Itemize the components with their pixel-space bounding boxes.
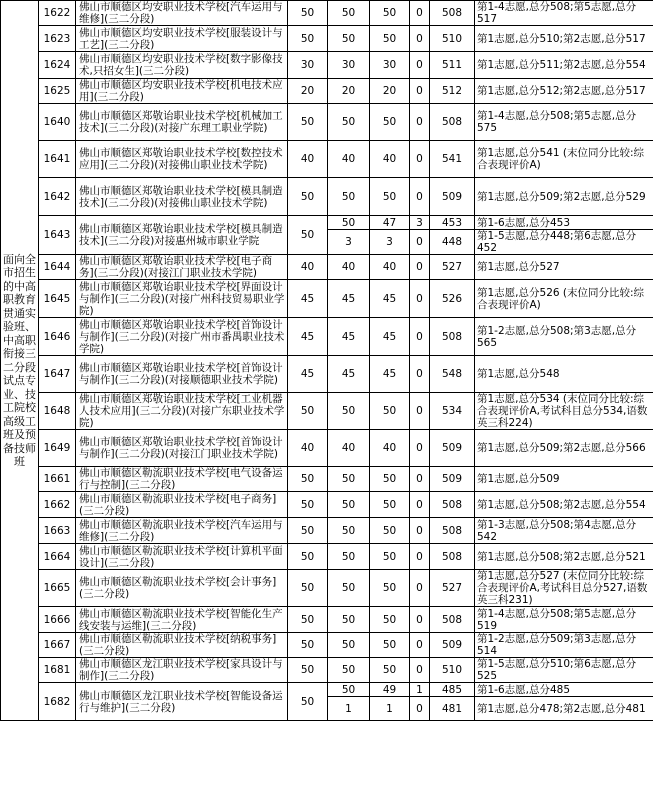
admit-count-cell: 40 [328, 141, 370, 178]
admit-count-cell: 50 [328, 393, 370, 430]
enrolled-cell: 50 [370, 393, 410, 430]
code-cell: 1644 [39, 255, 76, 280]
code-cell: 1643 [39, 216, 76, 255]
code-cell: 1645 [39, 280, 76, 318]
plan-cell: 50 [288, 570, 328, 607]
note-cell: 第1志愿,总分527 [475, 255, 653, 280]
table-row [1, 1, 653, 26]
remain-cell: 0 [410, 79, 430, 104]
enrolled-cell: 45 [370, 318, 410, 356]
admit-count-cell: 20 [328, 79, 370, 104]
school-cell: 佛山市顺德区龙江职业技术学校[家具设计与制作](三二分段) [76, 658, 288, 683]
table-row [1, 430, 653, 467]
score-cell: 481 [430, 697, 475, 721]
enrolled-cell: 40 [370, 141, 410, 178]
score-cell: 548 [430, 356, 475, 393]
enrolled-cell: 50 [370, 26, 410, 52]
remain-cell: 0 [410, 658, 430, 683]
remain-cell: 0 [410, 356, 430, 393]
school-cell: 佛山市顺德区均安职业技术学校[汽车运用与维修](三二分段) [76, 1, 288, 26]
note-cell: 第1志愿,总分509 [475, 467, 653, 492]
note-cell: 第1志愿,总分511;第2志愿,总分554 [475, 52, 653, 79]
remain-cell: 0 [410, 518, 430, 544]
code-cell: 1667 [39, 633, 76, 658]
enrolled-cell: 47 [370, 216, 410, 230]
plan-cell: 50 [288, 467, 328, 492]
code-cell: 1624 [39, 52, 76, 79]
admit-count-cell: 50 [328, 1, 370, 26]
school-cell: 佛山市顺德区龙江职业技术学校[智能设备运行与维护](三二分段) [76, 683, 288, 721]
note-cell: 第1志愿,总分510;第2志愿,总分517 [475, 26, 653, 52]
enrolled-cell: 50 [370, 467, 410, 492]
plan-cell: 50 [288, 1, 328, 26]
note-cell: 第1-5志愿,总分448;第6志愿,总分452 [475, 230, 653, 255]
remain-cell: 0 [410, 393, 430, 430]
plan-cell: 50 [288, 518, 328, 544]
enrolled-cell: 50 [370, 607, 410, 633]
plan-cell: 50 [288, 492, 328, 518]
school-cell: 佛山市顺德区均安职业技术学校[服装设计与工艺](三二分段) [76, 26, 288, 52]
code-cell: 1623 [39, 26, 76, 52]
score-cell: 485 [430, 683, 475, 697]
enrolled-cell: 45 [370, 280, 410, 318]
remain-cell: 0 [410, 430, 430, 467]
table-row [1, 216, 653, 230]
remain-cell: 0 [410, 570, 430, 607]
school-cell: 佛山市顺德区郑敬诒职业技术学校[模具制造技术](三二分段)对接惠州城市职业学院 [76, 216, 288, 255]
plan-cell: 50 [288, 544, 328, 570]
note-cell: 第1志愿,总分541 (末位同分比较:综合表现评价A) [475, 141, 653, 178]
remain-cell: 0 [410, 52, 430, 79]
note-cell: 第1-2志愿,总分509;第3志愿,总分514 [475, 633, 653, 658]
admit-count-cell: 40 [328, 430, 370, 467]
score-cell: 448 [430, 230, 475, 255]
score-cell: 512 [430, 79, 475, 104]
table-row [1, 255, 653, 280]
remain-cell: 0 [410, 697, 430, 721]
score-cell: 509 [430, 430, 475, 467]
note-cell: 第1志愿,总分526 (末位同分比较:综合表现评价A) [475, 280, 653, 318]
score-cell: 508 [430, 518, 475, 544]
plan-cell: 45 [288, 318, 328, 356]
school-cell: 佛山市顺德区郑敬诒职业技术学校[界面设计与制作](三二分段)(对接广州科技贸易职业学院) [76, 280, 288, 318]
plan-cell: 45 [288, 280, 328, 318]
table-row [1, 570, 653, 607]
admit-count-cell: 30 [328, 52, 370, 79]
plan-cell: 40 [288, 255, 328, 280]
note-cell: 第1志愿,总分512;第2志愿,总分517 [475, 79, 653, 104]
plan-cell: 40 [288, 430, 328, 467]
code-cell: 1641 [39, 141, 76, 178]
table-row [1, 518, 653, 544]
score-cell: 534 [430, 393, 475, 430]
enrolled-cell: 40 [370, 255, 410, 280]
score-cell: 509 [430, 178, 475, 216]
plan-cell: 50 [288, 658, 328, 683]
note-cell: 第1-3志愿,总分508;第4志愿,总分542 [475, 518, 653, 544]
table-row [1, 318, 653, 356]
plan-cell: 50 [288, 216, 328, 255]
admit-count-cell: 50 [328, 467, 370, 492]
admit-count-cell: 50 [328, 492, 370, 518]
plan-cell: 40 [288, 141, 328, 178]
admit-count-cell: 45 [328, 280, 370, 318]
enrolled-cell: 50 [370, 178, 410, 216]
remain-cell: 0 [410, 633, 430, 658]
score-cell: 510 [430, 26, 475, 52]
admit-count-cell: 50 [328, 658, 370, 683]
table-row [1, 633, 653, 658]
school-cell: 佛山市顺德区郑敬诒职业技术学校[数控技术应用](三二分段)(对接佛山职业技术学院) [76, 141, 288, 178]
remain-cell: 0 [410, 178, 430, 216]
table-row [1, 280, 653, 318]
plan-cell: 50 [288, 607, 328, 633]
score-cell: 509 [430, 633, 475, 658]
table-row [1, 26, 653, 52]
table-row [1, 393, 653, 430]
note-cell: 第1志愿,总分534 (末位同分比较:综合表现评价A,考试科目总分534,语数英三科224) [475, 393, 653, 430]
score-cell: 508 [430, 318, 475, 356]
code-cell: 1666 [39, 607, 76, 633]
score-cell: 527 [430, 570, 475, 607]
table-row [1, 356, 653, 393]
enrolled-cell: 3 [370, 230, 410, 255]
note-cell: 第1-6志愿,总分453 [475, 216, 653, 230]
plan-cell: 50 [288, 683, 328, 721]
enrolled-cell: 45 [370, 356, 410, 393]
code-cell: 1662 [39, 492, 76, 518]
table-row [1, 104, 653, 141]
table-row [1, 79, 653, 104]
enrolled-cell: 50 [370, 1, 410, 26]
enrolled-cell: 49 [370, 683, 410, 697]
school-cell: 佛山市顺德区郑敬诒职业技术学校[首饰设计与制作](三二分段)(对接广州市番禺职业技术学院) [76, 318, 288, 356]
admit-count-cell: 50 [328, 518, 370, 544]
remain-cell: 0 [410, 544, 430, 570]
score-cell: 526 [430, 280, 475, 318]
code-cell: 1646 [39, 318, 76, 356]
note-cell: 第1志愿,总分508;第2志愿,总分521 [475, 544, 653, 570]
score-cell: 508 [430, 104, 475, 141]
note-cell: 第1-5志愿,总分510;第6志愿,总分525 [475, 658, 653, 683]
school-cell: 佛山市顺德区郑敬诒职业技术学校[首饰设计与制作](三二分段)(对接顺德职业技术学院) [76, 356, 288, 393]
score-cell: 508 [430, 607, 475, 633]
remain-cell: 0 [410, 318, 430, 356]
school-cell: 佛山市顺德区勒流职业技术学校[电子商务](三二分段) [76, 492, 288, 518]
remain-cell: 0 [410, 1, 430, 26]
remain-cell: 0 [410, 230, 430, 255]
school-cell: 佛山市顺德区均安职业技术学校[数字影像技术,只招女生](三二分段) [76, 52, 288, 79]
school-cell: 佛山市顺德区勒流职业技术学校[纳税事务](三二分段) [76, 633, 288, 658]
code-cell: 1622 [39, 1, 76, 26]
enrolled-cell: 50 [370, 633, 410, 658]
score-cell: 541 [430, 141, 475, 178]
plan-cell: 50 [288, 178, 328, 216]
enrolled-cell: 1 [370, 697, 410, 721]
school-cell: 佛山市顺德区勒流职业技术学校[计算机平面设计](三二分段) [76, 544, 288, 570]
school-cell: 佛山市顺德区勒流职业技术学校[智能化生产线安装与运维](三二分段) [76, 607, 288, 633]
score-cell: 527 [430, 255, 475, 280]
school-cell: 佛山市顺德区郑敬诒职业技术学校[机械加工技术](三二分段)(对接广东理工职业学院) [76, 104, 288, 141]
note-cell: 第1-2志愿,总分508;第3志愿,总分565 [475, 318, 653, 356]
note-cell: 第1-4志愿,总分508;第5志愿,总分575 [475, 104, 653, 141]
code-cell: 1642 [39, 178, 76, 216]
code-cell: 1625 [39, 79, 76, 104]
admit-count-cell: 50 [328, 544, 370, 570]
table-row [1, 544, 653, 570]
admit-count-cell: 45 [328, 318, 370, 356]
note-cell: 第1志愿,总分548 [475, 356, 653, 393]
note-cell: 第1-4志愿,总分508;第5志愿,总分517 [475, 1, 653, 26]
note-cell: 第1志愿,总分527 (末位同分比较:综合表现评价A,考试科目总分527,语数英三科231) [475, 570, 653, 607]
admit-count-cell: 50 [328, 26, 370, 52]
enrolled-cell: 50 [370, 658, 410, 683]
table-row [1, 52, 653, 79]
table-row [1, 178, 653, 216]
score-cell: 511 [430, 52, 475, 79]
enrolled-cell: 50 [370, 104, 410, 141]
admit-count-cell: 1 [328, 697, 370, 721]
table-row [1, 141, 653, 178]
table-row [1, 607, 653, 633]
score-cell: 510 [430, 658, 475, 683]
table-row [1, 467, 653, 492]
category-cell: 面向全市招生的中高职教育贯通实验班、中高职衔接三二分段试点专业、技工院校高级工班及预备技师班 [1, 1, 39, 721]
admit-count-cell: 50 [328, 607, 370, 633]
code-cell: 1663 [39, 518, 76, 544]
admit-count-cell: 3 [328, 230, 370, 255]
school-cell: 佛山市顺德区郑敬诒职业技术学校[首饰设计与制作](三二分段)(对接江门职业技术学院) [76, 430, 288, 467]
enrolled-cell: 50 [370, 570, 410, 607]
admit-count-cell: 45 [328, 356, 370, 393]
enrolled-cell: 50 [370, 492, 410, 518]
plan-cell: 30 [288, 52, 328, 79]
code-cell: 1661 [39, 467, 76, 492]
school-cell: 佛山市顺德区勒流职业技术学校[会计事务](三二分段) [76, 570, 288, 607]
remain-cell: 0 [410, 141, 430, 178]
enrolled-cell: 20 [370, 79, 410, 104]
enrolled-cell: 50 [370, 544, 410, 570]
code-cell: 1681 [39, 658, 76, 683]
code-cell: 1647 [39, 356, 76, 393]
table-row [1, 658, 653, 683]
score-cell: 508 [430, 492, 475, 518]
remain-cell: 0 [410, 26, 430, 52]
note-cell: 第1志愿,总分478;第2志愿,总分481 [475, 697, 653, 721]
remain-cell: 3 [410, 216, 430, 230]
remain-cell: 0 [410, 492, 430, 518]
admit-count-cell: 50 [328, 683, 370, 697]
admit-count-cell: 50 [328, 570, 370, 607]
code-cell: 1648 [39, 393, 76, 430]
school-cell: 佛山市顺德区勒流职业技术学校[电气设备运行与控制](三二分段) [76, 467, 288, 492]
admit-count-cell: 50 [328, 178, 370, 216]
remain-cell: 0 [410, 255, 430, 280]
remain-cell: 0 [410, 467, 430, 492]
note-cell: 第1-6志愿,总分485 [475, 683, 653, 697]
plan-cell: 45 [288, 356, 328, 393]
remain-cell: 0 [410, 104, 430, 141]
score-cell: 453 [430, 216, 475, 230]
plan-cell: 50 [288, 26, 328, 52]
enrolled-cell: 50 [370, 518, 410, 544]
code-cell: 1665 [39, 570, 76, 607]
table-row [1, 683, 653, 697]
note-cell: 第1-4志愿,总分508;第5志愿,总分519 [475, 607, 653, 633]
admit-count-cell: 50 [328, 104, 370, 141]
remain-cell: 0 [410, 280, 430, 318]
school-cell: 佛山市顺德区郑敬诒职业技术学校[工业机器人技术应用](三二分段)(对接广东职业技术学院) [76, 393, 288, 430]
note-cell: 第1志愿,总分509;第2志愿,总分566 [475, 430, 653, 467]
score-cell: 509 [430, 467, 475, 492]
remain-cell: 0 [410, 607, 430, 633]
note-cell: 第1志愿,总分508;第2志愿,总分554 [475, 492, 653, 518]
score-cell: 508 [430, 1, 475, 26]
enrolled-cell: 40 [370, 430, 410, 467]
code-cell: 1682 [39, 683, 76, 721]
admit-count-cell: 50 [328, 216, 370, 230]
code-cell: 1649 [39, 430, 76, 467]
admit-count-cell: 40 [328, 255, 370, 280]
school-cell: 佛山市顺德区郑敬诒职业技术学校[电子商务](三二分段)(对接江门职业技术学院) [76, 255, 288, 280]
enrolled-cell: 30 [370, 52, 410, 79]
table-row [1, 492, 653, 518]
school-cell: 佛山市顺德区郑敬诒职业技术学校[模具制造技术](三二分段)(对接佛山职业技术学院) [76, 178, 288, 216]
school-cell: 佛山市顺德区均安职业技术学校[机电技术应用](三二分段) [76, 79, 288, 104]
plan-cell: 50 [288, 104, 328, 141]
remain-cell: 1 [410, 683, 430, 697]
school-cell: 佛山市顺德区勒流职业技术学校[汽车运用与维修](三二分段) [76, 518, 288, 544]
plan-cell: 20 [288, 79, 328, 104]
admit-count-cell: 50 [328, 633, 370, 658]
code-cell: 1664 [39, 544, 76, 570]
plan-cell: 50 [288, 393, 328, 430]
score-cell: 508 [430, 544, 475, 570]
code-cell: 1640 [39, 104, 76, 141]
note-cell: 第1志愿,总分509;第2志愿,总分529 [475, 178, 653, 216]
plan-cell: 50 [288, 633, 328, 658]
